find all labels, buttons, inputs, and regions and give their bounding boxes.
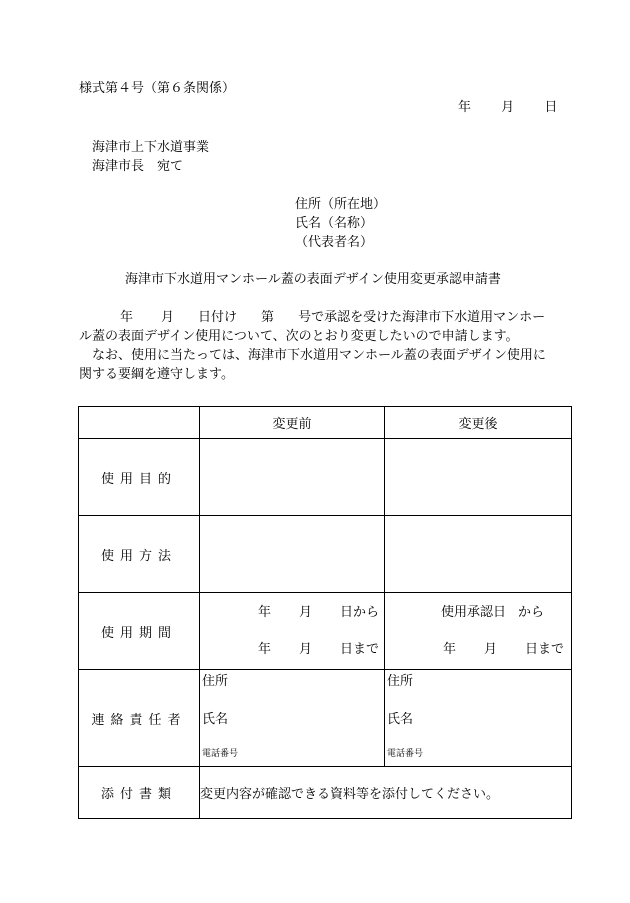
method-after-field[interactable]: [385, 516, 572, 593]
table-header-row: [79, 407, 572, 439]
body-rest: 号で承認を受けた海津市下水道用マンホー: [298, 310, 546, 325]
contact-before-phone: 電話番号: [202, 749, 239, 759]
period-year: 年: [258, 605, 272, 620]
purpose-before-field[interactable]: [200, 439, 385, 516]
date-day: 日: [544, 100, 558, 115]
attach-note: 変更内容が確認できる資料等を添付してください。: [200, 767, 572, 819]
applicant-address-label: 住所（所在地）: [295, 197, 387, 212]
period-year: 年: [258, 642, 272, 657]
body-year: 年: [120, 310, 134, 325]
contact-before-address: 住所: [202, 674, 229, 689]
period-approval-date: 使用承認日: [441, 605, 507, 620]
label-attach: 添付書類: [79, 767, 200, 819]
header-after: 変更後: [385, 407, 572, 439]
period-after-field[interactable]: [385, 593, 572, 670]
contact-before-name: 氏名: [202, 712, 229, 727]
period-from2: から: [518, 605, 545, 620]
applicant-name-label: 氏名（名称）: [295, 216, 374, 231]
applicant-rep-label: （代表者名）: [295, 235, 374, 250]
date-year: 年: [458, 100, 472, 115]
body-para2-line2: 関する要綱を遵守します。: [79, 367, 234, 382]
header-blank: [79, 407, 200, 439]
period-after-from: [441, 606, 544, 619]
period-month: 月: [299, 642, 313, 657]
row-purpose: [79, 439, 572, 516]
period-after-until: [443, 643, 564, 656]
method-before-field[interactable]: [200, 516, 385, 593]
header-before: 変更前: [200, 407, 385, 439]
form-number: 様式第４号（第６条関係）: [79, 81, 236, 96]
period-before-field[interactable]: [200, 593, 385, 670]
contact-after-address: 住所: [387, 674, 414, 689]
body-para1-line1: [120, 311, 545, 324]
row-method: [79, 516, 572, 593]
period-before-until: [258, 643, 379, 656]
row-attach: [79, 767, 572, 819]
contact-after-phone: 電話番号: [387, 749, 424, 759]
body-para2-line1: なお、使用に当たっては、海津市下水道用マンホール蓋の表面デザイン使用に: [92, 348, 546, 363]
period-month: 月: [299, 605, 313, 620]
addressee-line2: 海津市長 宛て: [92, 159, 184, 174]
row-contact: [79, 670, 572, 767]
body-no: 第: [261, 310, 275, 325]
body-dated: 日付け: [198, 310, 238, 325]
contact-after-name: 氏名: [387, 712, 414, 727]
period-from: 日から: [340, 605, 380, 620]
period-before-from: [258, 606, 379, 619]
label-period: 使用期間: [79, 593, 200, 670]
document-title: 海津市下水道用マンホール蓋の表面デザイン使用変更承認申請書: [125, 272, 501, 287]
period-month: 月: [484, 642, 498, 657]
label-purpose: 使用目的: [79, 439, 200, 516]
period-until: 日まで: [340, 642, 380, 657]
contact-after-field[interactable]: [385, 670, 572, 767]
date-month: 月: [501, 100, 515, 115]
addressee-line1: 海津市上下水道事業: [92, 140, 210, 155]
change-table: [78, 406, 572, 819]
label-contact: 連絡責任者: [79, 670, 200, 767]
row-period: [79, 593, 572, 670]
period-until: 日まで: [525, 642, 565, 657]
date-line: [458, 101, 557, 114]
body-month: 月: [161, 310, 175, 325]
label-method: 使用方法: [79, 516, 200, 593]
purpose-after-field[interactable]: [385, 439, 572, 516]
contact-before-field[interactable]: [200, 670, 385, 767]
body-para1-line2: ル蓋の表面デザイン使用について、次のとおり変更したいので申請します。: [79, 329, 519, 344]
period-year: 年: [443, 642, 457, 657]
